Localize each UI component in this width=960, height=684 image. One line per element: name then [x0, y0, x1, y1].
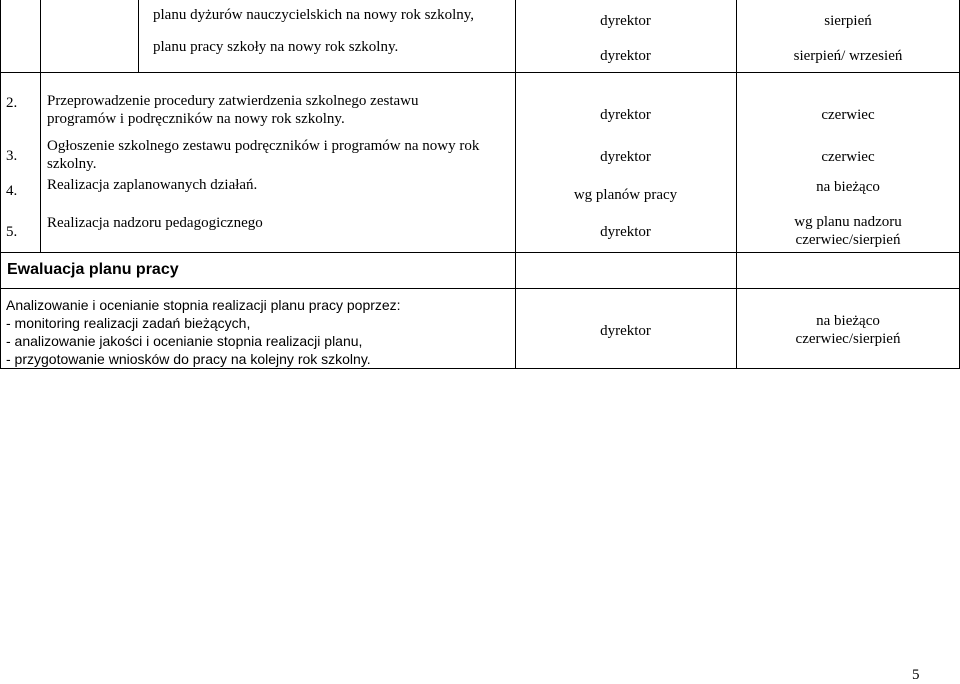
page-number: 5	[912, 667, 920, 683]
row-deadline: na bieżąco	[816, 179, 880, 195]
row-task-line: szkolny.	[47, 156, 97, 172]
row-number: 2.	[6, 95, 18, 111]
row-deadline-line: czerwiec/sierpień	[795, 232, 901, 248]
table-line	[40, 0, 41, 252]
row-task: Realizacja nadzoru pedagogicznego	[47, 215, 263, 231]
row-task: Realizacja zaplanowanych działań.	[47, 177, 258, 193]
section-deadline-line: na bieżąco	[816, 313, 880, 329]
section-task-line: - przygotowanie wniosków do pracy na kolejny rok szkolny.	[6, 351, 371, 367]
row-deadline: sierpień	[824, 13, 872, 29]
row-task: planu pracy szkoły na nowy rok szkolny.	[153, 39, 399, 55]
row-task-line: Przeprowadzenie procedury zatwierdzenia szkolnego zestawu	[47, 93, 419, 109]
section-responsible: dyrektor	[600, 323, 651, 339]
section-heading: Ewaluacja planu pracy	[7, 261, 179, 278]
section-task-line: Analizowanie i ocenianie stopnia realizacji planu pracy poprzez:	[6, 297, 401, 313]
row-responsible: dyrektor	[600, 107, 651, 123]
row-deadline: czerwiec	[821, 107, 875, 123]
row-responsible: dyrektor	[600, 224, 651, 240]
table-line	[0, 252, 960, 253]
row-task-line: programów i podręczników na nowy rok szkolny.	[47, 111, 345, 127]
row-responsible: dyrektor	[600, 149, 651, 165]
section-deadline-line: czerwiec/sierpień	[795, 331, 901, 347]
row-number: 5.	[6, 224, 18, 240]
section-task-line: - monitoring realizacji zadań bieżących,	[6, 315, 251, 331]
row-task-line: Ogłoszenie szkolnego zestawu podręczników i programów na nowy rok	[47, 138, 480, 154]
table-line	[0, 368, 960, 369]
row-task: planu dyżurów nauczycielskich na nowy rok szkolny,	[153, 7, 475, 23]
table-line	[138, 0, 139, 72]
table-line	[0, 0, 1, 368]
table-line	[0, 288, 960, 289]
row-responsible: dyrektor	[600, 13, 651, 29]
row-responsible: dyrektor	[600, 48, 651, 64]
row-deadline: czerwiec	[821, 149, 875, 165]
row-deadline: sierpień/ wrzesień	[793, 48, 903, 64]
row-responsible: wg planów pracy	[573, 187, 678, 203]
row-number: 3.	[6, 148, 18, 164]
table-line	[0, 72, 960, 73]
row-deadline-line: wg planu nadzoru	[794, 214, 902, 230]
section-task-line: - analizowanie jakości i ocenianie stopnia realizacji planu,	[6, 333, 363, 349]
row-number: 4.	[6, 183, 18, 199]
